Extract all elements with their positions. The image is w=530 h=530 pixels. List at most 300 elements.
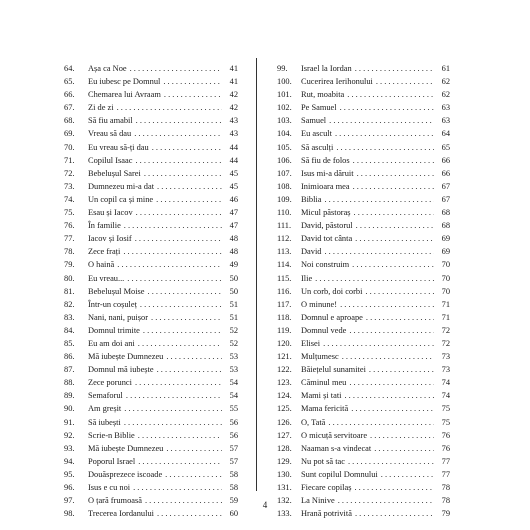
entry-page: 52 xyxy=(229,338,238,348)
toc-entry xyxy=(277,376,450,389)
entry-title: O țară frumoasă xyxy=(88,496,142,506)
entry-title: Semaforul xyxy=(88,391,123,401)
toc-entry xyxy=(64,337,238,350)
entry-page: 58 xyxy=(229,483,238,492)
entry-number: 116. xyxy=(277,286,292,296)
entry-page: 42 xyxy=(229,103,238,113)
toc-entry xyxy=(64,232,238,245)
entry-title: Să iubești xyxy=(88,417,121,427)
entry-page: 67 xyxy=(441,194,450,204)
entry-page: 45 xyxy=(229,181,238,191)
entry-title: Inimioara mea xyxy=(301,181,350,191)
toc-entry xyxy=(64,114,238,127)
toc-entry xyxy=(277,468,450,481)
entry-title: Poporul Israel xyxy=(88,456,136,466)
entry-title: Domnul mă iubește xyxy=(88,365,154,375)
dot-leader xyxy=(143,167,222,180)
dot-leader xyxy=(354,232,434,245)
entry-title: Nani, nani, puișor xyxy=(88,312,149,322)
entry-page: 71 xyxy=(441,299,450,309)
entry-page: 65 xyxy=(441,142,450,152)
toc-entry xyxy=(64,206,238,219)
toc-entry xyxy=(64,154,238,167)
toc-entry xyxy=(64,324,238,337)
entry-title: David, păstorul xyxy=(301,221,353,231)
toc-entry xyxy=(64,311,238,324)
dot-leader xyxy=(137,337,222,350)
dot-leader xyxy=(375,75,434,88)
entry-number: 85. xyxy=(64,338,75,348)
dot-leader xyxy=(116,258,222,271)
entry-title: Într-un coșuleț xyxy=(88,299,137,309)
entry-number: 101. xyxy=(277,90,292,100)
entry-title: O haină xyxy=(88,260,115,270)
dot-leader xyxy=(135,114,222,127)
entry-title: Isus e cu noi xyxy=(88,483,131,492)
toc-entry xyxy=(277,219,450,232)
entry-number: 122. xyxy=(277,365,292,375)
dot-leader xyxy=(162,75,222,88)
dot-leader xyxy=(343,389,434,402)
entry-page: 77 xyxy=(441,469,450,479)
dot-leader xyxy=(122,245,222,258)
entry-title: Domnul e aproape xyxy=(301,312,363,322)
entry-title: David tot cânta xyxy=(301,234,353,244)
entry-number: 84. xyxy=(64,325,75,335)
dot-leader xyxy=(139,298,222,311)
toc-entry xyxy=(277,75,450,88)
dot-leader xyxy=(380,468,434,481)
entry-title: Pe Samuel xyxy=(301,103,337,113)
entry-title: Așa ca Noe xyxy=(88,64,127,73)
entry-number: 75. xyxy=(64,208,75,218)
toc-entry xyxy=(277,324,450,337)
entry-number: 128. xyxy=(277,443,292,453)
entry-number: 109. xyxy=(277,194,292,204)
dot-leader xyxy=(151,141,222,154)
dot-leader xyxy=(335,141,434,154)
entry-title: Domnul vede xyxy=(301,325,347,335)
entry-page: 74 xyxy=(441,378,450,388)
entry-title: Micul păstoraș xyxy=(301,208,351,218)
entry-title: Scrie-n Biblie xyxy=(88,430,135,440)
entry-page: 48 xyxy=(229,234,238,244)
entry-page: 54 xyxy=(229,391,238,401)
entry-title: Să fiu de folos xyxy=(301,155,350,165)
toc-entry xyxy=(64,141,238,154)
toc-entry xyxy=(64,62,238,75)
entry-page: 52 xyxy=(229,325,238,335)
dot-leader xyxy=(165,442,222,455)
toc-entry xyxy=(64,350,238,363)
dot-leader xyxy=(155,193,222,206)
entry-title: Ilie xyxy=(301,273,313,283)
toc-entry xyxy=(277,141,450,154)
dot-leader xyxy=(339,101,434,114)
dot-leader xyxy=(165,350,222,363)
dot-leader xyxy=(339,298,434,311)
entry-title: Sunt copilul Domnului xyxy=(301,469,378,479)
entry-number: 111. xyxy=(277,221,292,231)
dot-leader xyxy=(350,402,434,415)
entry-title: Bebelușul Moise xyxy=(88,286,145,296)
toc-entry xyxy=(277,180,450,193)
entry-number: 115. xyxy=(277,273,292,283)
toc-entry xyxy=(64,101,238,114)
entry-number: 108. xyxy=(277,181,292,191)
entry-page: 67 xyxy=(441,181,450,191)
entry-page: 60 xyxy=(229,509,238,519)
entry-number: 76. xyxy=(64,221,75,231)
entry-number: 125. xyxy=(277,404,292,414)
entry-number: 68. xyxy=(64,116,75,126)
dot-leader xyxy=(137,429,222,442)
entry-number: 74. xyxy=(64,194,75,204)
entry-number: 98. xyxy=(64,509,75,519)
entry-number: 95. xyxy=(64,469,75,479)
entry-page: 70 xyxy=(441,286,450,296)
entry-number: 72. xyxy=(64,168,75,178)
entry-title: Naaman s-a vindecat xyxy=(301,443,372,453)
dot-leader xyxy=(327,416,434,429)
entry-page: 41 xyxy=(229,64,238,73)
entry-page: 75 xyxy=(441,417,450,427)
entry-title: Zi de zi xyxy=(88,103,114,113)
dot-leader xyxy=(123,416,222,429)
toc-entry xyxy=(277,154,450,167)
entry-title: Cucerirea Ierihonului xyxy=(301,77,373,87)
dot-leader xyxy=(134,376,222,389)
entry-page: 44 xyxy=(229,142,238,152)
entry-page: 46 xyxy=(229,194,238,204)
column-divider xyxy=(256,58,257,491)
toc-entry xyxy=(64,127,238,140)
page-number: 4 xyxy=(262,500,268,510)
dot-leader xyxy=(341,350,434,363)
entry-number: 97. xyxy=(64,496,75,506)
entry-title: Mă iubește Dumnezeu xyxy=(88,443,164,453)
toc-entry xyxy=(64,468,238,481)
toc-entry xyxy=(64,376,238,389)
dot-leader xyxy=(116,101,222,114)
toc-entry xyxy=(64,429,238,442)
dot-leader xyxy=(356,167,434,180)
entry-page: 43 xyxy=(229,129,238,139)
entry-title: Copilul Isaac xyxy=(88,155,133,165)
entry-page: 69 xyxy=(441,247,450,257)
toc-entry xyxy=(64,219,238,232)
dot-leader xyxy=(137,455,222,468)
dot-leader xyxy=(323,245,434,258)
entry-number: 91. xyxy=(64,417,75,427)
entry-page: 48 xyxy=(229,247,238,257)
entry-page: 57 xyxy=(229,456,238,466)
toc-entry xyxy=(277,285,450,298)
dot-leader xyxy=(163,88,222,101)
toc-column-right xyxy=(277,62,450,520)
dot-leader xyxy=(164,468,222,481)
entry-number: 105. xyxy=(277,142,292,152)
entry-page: 72 xyxy=(441,325,450,335)
toc-entry xyxy=(64,258,238,271)
dot-leader xyxy=(134,154,222,167)
entry-page: 62 xyxy=(441,77,450,87)
entry-title: Băiețelul sunamitei xyxy=(301,365,366,375)
entry-number: 132. xyxy=(277,496,292,506)
toc-entry xyxy=(64,416,238,429)
dot-leader xyxy=(369,429,434,442)
entry-number: 80. xyxy=(64,273,75,283)
entry-title: Elisei xyxy=(301,338,321,348)
dot-leader xyxy=(323,193,434,206)
toc-entry xyxy=(277,363,450,376)
toc-entry xyxy=(277,258,450,271)
toc-entry xyxy=(277,114,450,127)
toc-entry xyxy=(64,442,238,455)
entry-page: 69 xyxy=(441,234,450,244)
entry-number: 104. xyxy=(277,129,292,139)
entry-title: La Ninive xyxy=(301,496,335,506)
entry-number: 130. xyxy=(277,469,292,479)
dot-leader xyxy=(133,127,222,140)
entry-title: Mulțumesc xyxy=(301,352,339,362)
entry-number: 112. xyxy=(277,234,292,244)
dot-leader xyxy=(150,311,222,324)
dot-leader xyxy=(328,114,434,127)
dot-leader xyxy=(123,402,222,415)
entry-number: 118. xyxy=(277,312,292,322)
entry-page: 70 xyxy=(441,273,450,283)
entry-number: 106. xyxy=(277,155,292,165)
entry-title: Mami și tati xyxy=(301,391,342,401)
entry-number: 129. xyxy=(277,456,292,466)
toc-column-left xyxy=(64,62,238,520)
dot-leader xyxy=(355,219,434,232)
entry-page: 53 xyxy=(229,365,238,375)
entry-page: 66 xyxy=(441,168,450,178)
toc-entry xyxy=(64,481,238,494)
entry-page: 53 xyxy=(229,352,238,362)
toc-entry xyxy=(277,206,450,219)
entry-page: 76 xyxy=(441,430,450,440)
entry-number: 92. xyxy=(64,430,75,440)
entry-title: Bebelușul Sarei xyxy=(88,168,141,178)
entry-number: 65. xyxy=(64,77,75,87)
entry-page: 41 xyxy=(229,77,238,87)
entry-title: Am greșit xyxy=(88,404,122,414)
entry-page: 78 xyxy=(441,496,450,506)
dot-leader xyxy=(314,272,434,285)
entry-title: Să fiu amabil xyxy=(88,116,133,126)
entry-page: 66 xyxy=(441,155,450,165)
entry-page: 55 xyxy=(229,404,238,414)
toc-entry xyxy=(277,193,450,206)
toc-entry xyxy=(277,337,450,350)
entry-title: Biblia xyxy=(301,194,322,204)
toc-entry xyxy=(277,402,450,415)
entry-page: 62 xyxy=(441,90,450,100)
toc-entry xyxy=(277,416,450,429)
entry-page: 56 xyxy=(229,430,238,440)
dot-leader xyxy=(129,62,222,75)
entry-title: Căminul meu xyxy=(301,378,347,388)
dot-leader xyxy=(123,219,222,232)
entry-number: 121. xyxy=(277,352,292,362)
entry-title: Hrană potrivită xyxy=(301,509,352,519)
entry-page: 54 xyxy=(229,378,238,388)
dot-leader xyxy=(126,272,222,285)
entry-number: 113. xyxy=(277,247,292,257)
dot-leader xyxy=(134,232,222,245)
dot-leader xyxy=(147,285,222,298)
entry-page: 77 xyxy=(441,456,450,466)
toc-entry xyxy=(277,101,450,114)
entry-page: 57 xyxy=(229,443,238,453)
toc-entry xyxy=(277,245,450,258)
toc-entry xyxy=(277,389,450,402)
entry-number: 64. xyxy=(64,64,75,73)
toc-entry xyxy=(64,245,238,258)
entry-page: 42 xyxy=(229,90,238,100)
entry-page: 72 xyxy=(441,338,450,348)
entry-number: 66. xyxy=(64,90,75,100)
entry-title: Iacov și Iosif xyxy=(88,234,132,244)
entry-number: 100. xyxy=(277,77,292,87)
entry-number: 79. xyxy=(64,260,75,270)
entry-page: 63 xyxy=(441,116,450,126)
entry-title: Fiecare copilaș xyxy=(301,483,352,492)
toc-entry xyxy=(64,298,238,311)
entry-title: Esau și Iacov xyxy=(88,208,133,218)
dot-leader xyxy=(135,206,222,219)
entry-number: 87. xyxy=(64,365,75,375)
entry-title: O micuță servitoare xyxy=(301,430,368,440)
entry-number: 67. xyxy=(64,103,75,113)
entry-page: 71 xyxy=(441,312,450,322)
entry-title: În familie xyxy=(88,221,121,231)
entry-number: 83. xyxy=(64,312,75,322)
entry-page: 68 xyxy=(441,208,450,218)
entry-number: 70. xyxy=(64,142,75,152)
entry-page: 74 xyxy=(441,391,450,401)
entry-page: 43 xyxy=(229,116,238,126)
entry-page: 68 xyxy=(441,221,450,231)
entry-number: 103. xyxy=(277,116,292,126)
entry-page: 50 xyxy=(229,286,238,296)
entry-title: Israel la Iordan xyxy=(301,64,352,73)
entry-page: 58 xyxy=(229,469,238,479)
entry-title: Trecerea Iordanului xyxy=(88,509,154,519)
dot-leader xyxy=(354,62,434,75)
entry-number: 86. xyxy=(64,352,75,362)
toc-entry xyxy=(64,193,238,206)
entry-page: 47 xyxy=(229,208,238,218)
toc-entry xyxy=(64,180,238,193)
entry-number: 81. xyxy=(64,286,75,296)
entry-number: 88. xyxy=(64,378,75,388)
entry-title: Vreau să dau xyxy=(88,129,132,139)
entry-number: 131. xyxy=(277,483,292,492)
toc-entry xyxy=(64,455,238,468)
dot-leader xyxy=(156,180,222,193)
toc-entry xyxy=(64,167,238,180)
entry-title: Eu am doi ani xyxy=(88,338,135,348)
dot-leader xyxy=(334,127,434,140)
entry-page: 63 xyxy=(441,103,450,113)
entry-number: 117. xyxy=(277,299,292,309)
dot-leader xyxy=(353,481,434,494)
entry-title: Dumnezeu mi-a dat xyxy=(88,181,155,191)
dot-leader xyxy=(351,258,434,271)
toc-entry xyxy=(64,285,238,298)
entry-number: 78. xyxy=(64,247,75,257)
entry-title: Douăsprezece iscoade xyxy=(88,469,163,479)
toc-entry xyxy=(277,350,450,363)
dot-leader xyxy=(156,363,222,376)
toc-entry xyxy=(277,455,450,468)
entry-title: Eu iubesc pe Domnul xyxy=(88,77,161,87)
toc-entry xyxy=(277,167,450,180)
entry-number: 110. xyxy=(277,208,292,218)
entry-page: 51 xyxy=(229,299,238,309)
entry-title: David xyxy=(301,247,322,257)
entry-number: 71. xyxy=(64,155,75,165)
entry-number: 69. xyxy=(64,129,75,139)
entry-page: 49 xyxy=(229,260,238,270)
entry-title: Mama fericită xyxy=(301,404,349,414)
dot-leader xyxy=(348,376,434,389)
entry-number: 89. xyxy=(64,391,75,401)
entry-title: Un copil ca și mine xyxy=(88,194,154,204)
dot-leader xyxy=(365,311,434,324)
entry-number: 82. xyxy=(64,299,75,309)
entry-page: 73 xyxy=(441,352,450,362)
entry-page: 73 xyxy=(441,365,450,375)
entry-number: 77. xyxy=(64,234,75,244)
dot-leader xyxy=(368,363,434,376)
entry-title: Samuel xyxy=(301,116,327,126)
toc-entry xyxy=(277,88,450,101)
entry-title: Eu vreau să-ți dau xyxy=(88,142,149,152)
dot-leader xyxy=(353,206,434,219)
entry-page: 45 xyxy=(229,168,238,178)
toc-entry xyxy=(277,481,450,494)
entry-page: 75 xyxy=(441,404,450,414)
entry-number: 94. xyxy=(64,456,75,466)
toc-entry xyxy=(277,232,450,245)
entry-title: Mă iubește Dumnezeu xyxy=(88,352,164,362)
entry-number: 127. xyxy=(277,430,292,440)
entry-title: Zece porunci xyxy=(88,378,132,388)
entry-title: O, Tată xyxy=(301,417,326,427)
dot-leader xyxy=(347,455,434,468)
toc-entry xyxy=(277,62,450,75)
dot-leader xyxy=(132,481,222,494)
toc-entry xyxy=(64,389,238,402)
entry-page: 50 xyxy=(229,273,238,283)
entry-page: 59 xyxy=(229,496,238,506)
dot-leader xyxy=(322,337,434,350)
dot-leader xyxy=(346,88,434,101)
entry-number: 114. xyxy=(277,260,292,270)
dot-leader xyxy=(142,324,222,337)
dot-leader xyxy=(348,324,434,337)
entry-page: 51 xyxy=(229,312,238,322)
entry-page: 47 xyxy=(229,221,238,231)
entry-title: O minune! xyxy=(301,299,338,309)
entry-page: 44 xyxy=(229,155,238,165)
entry-number: 107. xyxy=(277,168,292,178)
